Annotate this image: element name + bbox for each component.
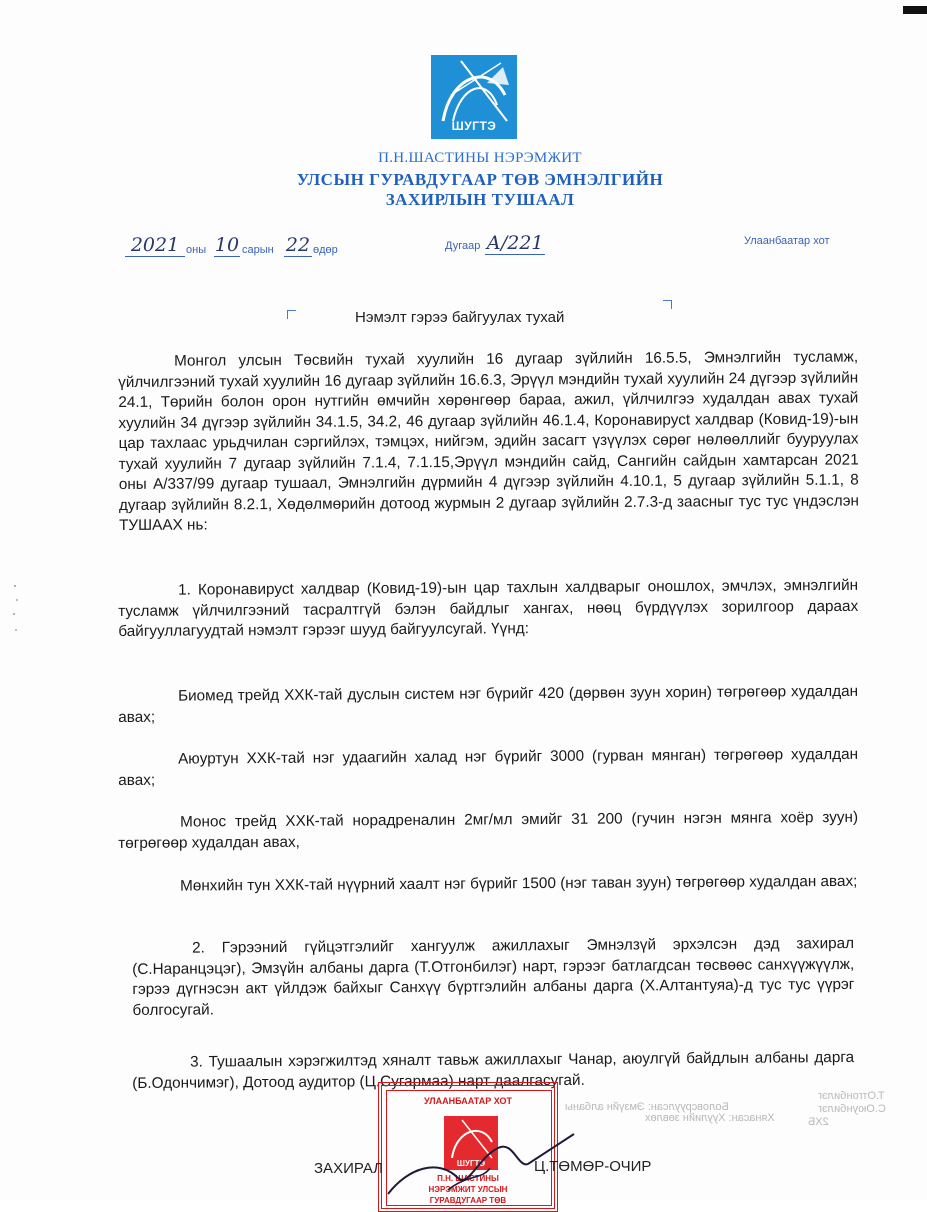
purchase-item-2: Аюуртун ХХК-тай нэг удаагийн халад нэг бүрийг 3000 (гурван мянган) төгрөгөөр худалдан авах; bbox=[118, 745, 859, 789]
order-number-label: Дугаар bbox=[445, 240, 481, 252]
signatory-name: Ц.ТӨМӨР-ОЧИР bbox=[534, 1158, 652, 1175]
clause-2-paragraph: 2. Гэрээний гүйцэтгэлийг хангуулж ажиллахыг Эмнэлзүй эрхэлсэн дэд захирал (С.Наранцэцэг), Эмзүйн албаны дарга (Т.Отгонбилэг) нарт, гэрээг батлагдсан төсвөөс санхүүжүүлж, гэрээ дүгнэсэн акт үйлдэж байхыг Санхүү бүртгэлийн албаны дарга (Х.Алтантуяа)-д тус тус үүрэг болгосугай. bbox=[132, 934, 855, 1019]
order-number: А/221 bbox=[486, 232, 544, 254]
hospital-logo bbox=[431, 55, 517, 139]
date-year-label: оны bbox=[186, 244, 207, 256]
stamp-logo-text: ШУГТЭ bbox=[456, 1159, 486, 1168]
clause-1-paragraph: 1. Коронавирусt халдвар (Ковид-19)-ын цар тахлын халдварыг оношлох, эмчлэх, эмнэлгийн тусламж үйлчилгээний тасралтгүй бэлэн байдлыг хангах, нөөц бүрдүүлэх зорилгоор дараах байгууллагуудтай нэмэлт гэрээг шууд байгуулсугай. Үүнд: bbox=[118, 576, 859, 640]
clause-3-paragraph: 3. Тушаалын хэрэгжилтэд хяналт тавьж ажиллахыг Чанар, аюулгүй байдлын албаны дарга (Б.Одончимэг), Дотоод аудитор (Ц.Сугармаа) нарт даалгасугай. bbox=[132, 1048, 855, 1092]
subject-corner-left bbox=[287, 310, 296, 319]
show-through-text: Хянасан: Хуулийн зөвлөх bbox=[645, 1112, 775, 1124]
show-through-text: С.Оюунбилэг bbox=[818, 1103, 886, 1115]
date-month-label: сарын bbox=[242, 244, 274, 256]
purchase-item-4: Мөнхийн тун ХХК-тай нүүрний хаалт нэг бүрийг 1500 (нэг таван зуун) төгрөгөөр худалдан авах; bbox=[180, 872, 858, 895]
scan-edge-mark bbox=[903, 6, 927, 14]
org-name-line2: УЛСЫН ГУРАВДУГААР ТӨВ ЭМНЭЛГИЙН bbox=[296, 170, 664, 189]
document-type-title: ЗАХИРЛЫН ТУШААЛ bbox=[385, 190, 575, 209]
stamp-text-line: П.Н. ШАСТИНЫ bbox=[437, 1174, 499, 1183]
date-month: 10 bbox=[214, 234, 240, 256]
subject-corner-right bbox=[663, 300, 672, 309]
purchase-item-1: Биомед трейд ХХК-тай дуслын систем нэг бүрийг 420 (дөрвөн зуун хорин) төгрөгөөр худалдан авах; bbox=[118, 682, 859, 726]
show-through-text: Боловсруулсан: Эмзүйн албаны bbox=[565, 1101, 729, 1113]
stamp-text-line: ГУРАВДУГААР ТӨВ bbox=[429, 1196, 507, 1205]
stamp-city-text: УЛААНБААТАР ХОТ bbox=[424, 1096, 512, 1106]
city-label: Улаанбаатар хот bbox=[744, 235, 830, 247]
date-year: 2021 bbox=[125, 234, 185, 257]
date-day-label: өдөр bbox=[313, 244, 338, 256]
subject-title: Нэмэлт гэрээ байгуулах тухай bbox=[355, 309, 565, 326]
org-name-line1: П.Н.ШАСТИНЫ НЭРЭМЖИТ bbox=[378, 150, 582, 166]
logo-text: ШУГТЭ bbox=[451, 119, 497, 133]
show-through-text: 2ХБ bbox=[808, 1116, 829, 1128]
scan-speckle bbox=[12, 580, 20, 640]
show-through-text: Т.Отгонбилэг bbox=[818, 1090, 885, 1102]
signatory-title: ЗАХИРАЛ bbox=[314, 1160, 384, 1177]
stamp-text-line: НЭРЭМЖИТ УЛСЫН bbox=[428, 1185, 508, 1194]
purchase-item-3: Монос трейд ХХК-тай норадреналин 2мг/мл эмийг 31 200 (гучин нэгэн мянга хоёр зуун) төгрөгөөр худалдан авах, bbox=[118, 808, 859, 852]
date-day: 22 bbox=[285, 234, 311, 256]
preamble-paragraph: Монгол улсын Төсвийн тухай хуулийн 16 дугаар зүйлийн 16.5.5, Эмнэлгийн тусламж, үйлчилгээний тухай хуулийн 16 дугаар зүйлийн 16.6.3, Эрүүл мэндийн тухай хуулийн 24 дүгээр зүйлийн 24.1, Төрийн болон орон нутгийн өмчийн хөрөнгөөр бараа, ажил, үйлчилгээ худалдан авах тухай хуулийн 34 дүгээр зүйлийн 34.1.5, 34.2, 46 дугаар зүйлийн 46.1.4, Коронавирусt халдвар (Ковид-19)-ын цар тахлаас урьдчилан сэргийлэх, тэмцэх, нийгэм, эдийн засагт үзүүлэх сөрөг нөлөөллийг бууруулах тухай хуулийн 7 дугаар зүйлийн 7.1.4, 7.1.15,Эрүүл мэндийн сайд, Сангийн сайдын хамтарсан 2021 оны А/337/99 дугаар тушаал, Эмнэлгийн дүрмийн 4 дүгээр зүйлийн 4.10.1, 5 дугаар зүйлийн 5.1.1, 8 дугаар зүйлийн 8.2.1, Хөдөлмөрийн дотоод журмын 2 дугаар зүйлийн 2.7.3-д заасныг тус тус үндэслэн ТУШААХ нь: bbox=[118, 348, 859, 534]
